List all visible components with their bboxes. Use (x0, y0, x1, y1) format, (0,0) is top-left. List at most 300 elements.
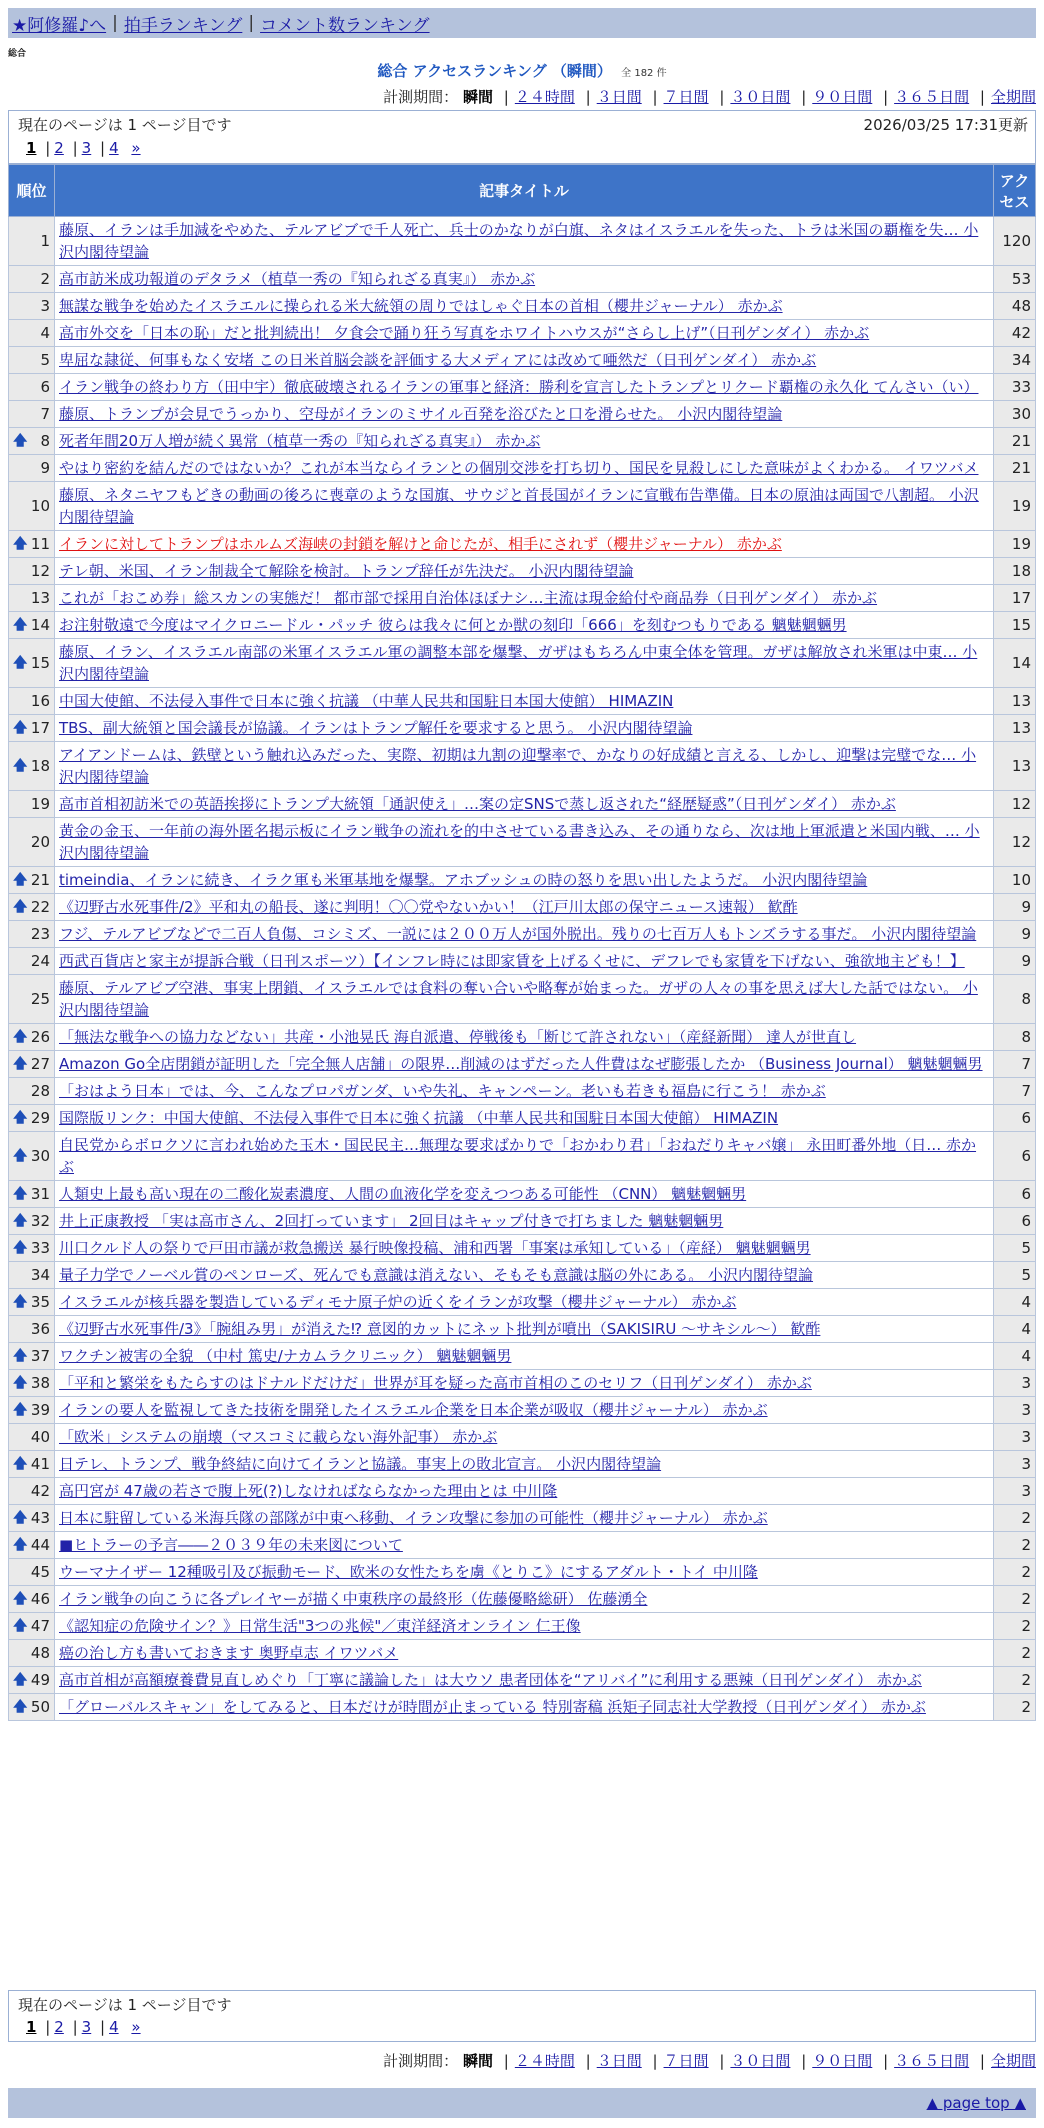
rank-cell (9, 1478, 55, 1505)
nav-separator: | (112, 13, 118, 33)
access-count: 6 (994, 1105, 1036, 1132)
rank-number: 38 (30, 1374, 50, 1392)
title-cell (55, 428, 994, 455)
period-all[interactable]: 全期間 (990, 88, 1036, 106)
article-link[interactable]: イランに対してトランプはホルムズ海峡の封鎖を解けと命じたが、相手にされず（櫻井ジャーナル） 赤かぶ (59, 535, 782, 553)
table-row (9, 217, 1036, 266)
rank-cell (9, 1532, 55, 1559)
article-link[interactable]: timeindia、イランに続き、イラク軍も米軍基地を爆撃。アホブッシュの時の怒りを思い出したようだ。 小沢内閣待望論 (59, 871, 868, 889)
title-cell (55, 639, 994, 688)
access-count: 7 (994, 1078, 1036, 1105)
article-link[interactable]: 井上正康教授 「実は高市さん、2回打っています」 2回目はキャップ付きで打ちました 魑魅魍魎男 (59, 1212, 724, 1230)
table-row (9, 1613, 1036, 1640)
rank-number: 2 (40, 270, 50, 288)
rank-cell (9, 1316, 55, 1343)
title-cell (55, 558, 994, 585)
table-row (9, 558, 1036, 585)
rank-cell (9, 894, 55, 921)
article-link[interactable]: 「おはよう日本」では、今、こんなプロパガンダ、いや失礼、キャンペーン。老いも若きも福島に行こう！ 赤かぶ (59, 1082, 826, 1100)
article-link[interactable]: テレ朝、米国、イラン制裁全て解除を検討。トランプ辞任が先決だ。 小沢内閣待望論 (59, 562, 634, 580)
article-link[interactable]: 卑屈な隷従、何事もなく安堵 この日米首脳会談を評価する大メディアには改めて唖然だ（日刊ゲンダイ） 赤かぶ (59, 351, 817, 369)
table-row (9, 1424, 1036, 1451)
table-row (9, 791, 1036, 818)
period-3d[interactable]: ３日間 (596, 88, 642, 106)
article-link[interactable]: 高円宮が 47歳の若さで腹上死(?)しなければならなかった理由とは 中川隆 (59, 1482, 558, 1500)
title-cell (55, 1505, 994, 1532)
access-count: 6 (994, 1181, 1036, 1208)
article-link[interactable]: イスラエルが核兵器を製造しているディモナ原子炉の近くをイランが攻撃（櫻井ジャーナル） 赤かぶ (59, 1293, 737, 1311)
pager-page-2[interactable]: 2 (54, 2018, 64, 2036)
title-cell (55, 975, 994, 1024)
pager-page-3[interactable]: 3 (81, 2018, 92, 2036)
table-row (9, 1316, 1036, 1343)
rank-cell (9, 1105, 55, 1132)
access-count: 9 (994, 921, 1036, 948)
up-arrow-icon: 🡅 (13, 1402, 28, 1418)
up-arrow-icon: 🡅 (13, 1056, 28, 1072)
rank-number: 48 (30, 1644, 50, 1662)
rank-cell (9, 639, 55, 688)
article-link[interactable]: 人類史上最も高い現在の二酸化炭素濃度、人間の血液化学を変えつつある可能性 （CNN） 魑魅魍魎男 (59, 1185, 747, 1203)
article-link[interactable]: フジ、テルアビブなどで二百人負傷、コシミズ、一説には２００万人が国外脱出。残りの七百万人もトンズラする事だ。 小沢内閣待望論 (59, 925, 977, 943)
rank-number: 3 (40, 297, 50, 315)
rank-number: 50 (30, 1698, 50, 1716)
rank-cell (9, 1262, 55, 1289)
ranking-table (8, 164, 1036, 1721)
rank-cell (9, 293, 55, 320)
article-link[interactable]: イラン戦争の終わり方（田中宇）徹底破壊されるイランの軍事と経済：勝利を宣言したトランプとリクード覇権の永久化 てんさい（い） (59, 378, 979, 396)
rank-number: 21 (30, 871, 50, 889)
bottom-bar (8, 2088, 1036, 2118)
article-link[interactable]: 藤原、イランは手加減をやめた、テルアビブで千人死亡、兵士のかなりが白旗、ネタはイスラエルを失った、トラは米国の覇権を失… 小沢内閣待望論 (59, 221, 979, 261)
period-24h[interactable]: ２４時間 (514, 88, 575, 106)
title-cell (55, 688, 994, 715)
article-link[interactable]: 自民党からボロクソに言われ始めた玉木・国民民主…無理な要求ばかりで「おかわり君」「おねだりキャバ嬢」 永田町番外地（日… 赤かぶ (59, 1136, 977, 1176)
title-cell (55, 401, 994, 428)
article-link[interactable]: TBS、副大統領と国会議長が協議。イランはトランプ解任を要求すると思う。 小沢内閣待望論 (59, 719, 693, 737)
rank-cell (9, 715, 55, 742)
rank-number: 33 (30, 1239, 50, 1257)
table-row (9, 1181, 1036, 1208)
table-row (9, 1024, 1036, 1051)
table-row (9, 1478, 1036, 1505)
article-link[interactable]: 《辺野古水死事件/2》平和丸の船長、遂に判明！〇〇党やないかい！（江戸川太郎の保守ニュース速報） 歓酢 (59, 898, 798, 916)
pager-page-4[interactable]: 4 (109, 2018, 119, 2036)
rank-number: 18 (30, 757, 50, 775)
page-info-top: 現在のページは 1 ページ目です (18, 116, 232, 134)
rank-cell (9, 428, 55, 455)
rank-cell (9, 347, 55, 374)
table-row (9, 455, 1036, 482)
up-arrow-icon: 🡅 (13, 1348, 28, 1364)
access-count: 19 (994, 531, 1036, 558)
rank-number: 9 (40, 459, 50, 477)
rank-cell (9, 818, 55, 867)
pager-next[interactable]: » (131, 2018, 141, 2036)
pager-page-3[interactable]: 3 (81, 139, 92, 157)
table-row (9, 1451, 1036, 1478)
rank-number: 32 (30, 1212, 50, 1230)
rank-cell (9, 948, 55, 975)
up-arrow-icon: 🡅 (13, 1510, 28, 1526)
rank-cell (9, 455, 55, 482)
access-count: 2 (994, 1640, 1036, 1667)
title-cell (55, 1235, 994, 1262)
access-count: 12 (994, 818, 1036, 867)
access-count: 7 (994, 1051, 1036, 1078)
up-arrow-icon: 🡅 (13, 1375, 28, 1391)
table-row (9, 1667, 1036, 1694)
access-count: 6 (994, 1208, 1036, 1235)
rank-cell (9, 1343, 55, 1370)
pager-top: 1 | 2 | 3 | 4 » (26, 139, 141, 157)
table-row (9, 818, 1036, 867)
access-count: 13 (994, 688, 1036, 715)
period-selector-top: 計測期間： 瞬間 | ２４時間 | ３日間 | ７日間 | ３０日間 | ９０日間 | ３６５日間 | 全期間 (383, 88, 1036, 106)
up-arrow-icon: 🡅 (13, 1029, 28, 1045)
rank-number: 13 (30, 589, 50, 607)
rank-cell (9, 867, 55, 894)
pager-current: 1 (26, 2018, 37, 2036)
rank-cell (9, 374, 55, 401)
title-cell (55, 585, 994, 612)
table-row (9, 1078, 1036, 1105)
article-link[interactable]: 高市首相が高額療養費見直しめぐり「丁寧に議論した」は大ウソ 患者団体を“アリバイ”に利用する悪辣（日刊ゲンダイ） 赤かぶ (59, 1671, 922, 1689)
article-link[interactable]: 中国大使館、不法侵入事件で日本に強く抗議 （中華人民共和国駐日本国大使館） HIMAZIN (59, 692, 674, 710)
access-count: 53 (994, 266, 1036, 293)
access-count: 13 (994, 742, 1036, 791)
rank-cell (9, 1451, 55, 1478)
rank-number: 7 (40, 405, 50, 423)
rank-number: 26 (30, 1028, 50, 1046)
period-7d[interactable]: ７日間 (663, 2052, 709, 2070)
title-cell (55, 1532, 994, 1559)
rank-number: 14 (30, 616, 50, 634)
article-link[interactable]: 「無法な戦争への協力などない」共産・小池晃氏 海自派遣、停戦後も「断じて許されない」（産経新聞） 達人が世直し (59, 1028, 857, 1046)
access-count: 9 (994, 894, 1036, 921)
table-row (9, 1559, 1036, 1586)
article-link[interactable]: 死者年間20万人増が続く異常（植草一秀の『知られざる真実』） 赤かぶ (59, 432, 541, 450)
article-link[interactable]: Amazon Go全店閉鎖が証明した「完全無人店舗」の限界…削減のはずだった人件費はなぜ膨張したか （Business Journal） 魑魅魍魎男 (59, 1055, 983, 1073)
rank-number: 44 (30, 1536, 50, 1554)
access-count: 33 (994, 374, 1036, 401)
article-link[interactable]: 藤原、テルアビブ空港、事実上閉鎖、イスラエルでは食料の奪い合いや略奪が始まった。ガザの人々の事を思えば大した話ではない。 小沢内閣待望論 (59, 979, 978, 1019)
up-arrow-icon: 🡅 (13, 1294, 28, 1310)
title-cell (55, 482, 994, 531)
title-cell (55, 1424, 994, 1451)
rank-number: 1 (40, 232, 50, 250)
table-row (9, 347, 1036, 374)
rank-cell (9, 1078, 55, 1105)
rank-cell (9, 1667, 55, 1694)
period-current: 瞬間 (462, 88, 493, 106)
title-cell (55, 347, 994, 374)
rank-number: 4 (40, 324, 50, 342)
access-count: 4 (994, 1343, 1036, 1370)
title-cell (55, 948, 994, 975)
period-7d[interactable]: ７日間 (663, 88, 709, 106)
article-link[interactable]: ワクチン被害の全貌 （中村 篤史/ナカムラクリニック） 魑魅魍魎男 (59, 1347, 512, 1365)
article-link[interactable]: 《認知症の危険サイン？》日常生活"3つの兆候"／東洋経済オンライン 仁王像 (59, 1617, 581, 1635)
title-cell (55, 1051, 994, 1078)
title-cell (55, 455, 994, 482)
page-info-bottom: 現在のページは 1 ページ目です (18, 1996, 232, 2014)
article-link[interactable]: 日本に駐留している米海兵隊の部隊が中東へ移動、イラン攻撃に参加の可能性（櫻井ジャーナル） 赤かぶ (59, 1509, 768, 1527)
article-link[interactable]: これが「おこめ券」総スカンの実態だ！ 都市部で採用自治体ほぼナシ…主流は現金給付や商品券（日刊ゲンダイ） 赤かぶ (59, 589, 878, 607)
rank-number: 35 (30, 1293, 50, 1311)
rank-cell (9, 320, 55, 347)
title-cell (55, 374, 994, 401)
table-row (9, 428, 1036, 455)
article-link[interactable]: 藤原、ネタニヤフもどきの動画の後ろに喪章のような国旗、サウジと首長国がイランに宣戦布告準備。日本の原油は両国で八割超。 小沢内閣待望論 (59, 486, 979, 526)
rank-cell (9, 585, 55, 612)
period-label: 計測期間： (383, 88, 459, 106)
up-arrow-icon: 🡅 (13, 1699, 28, 1715)
rank-cell (9, 482, 55, 531)
up-arrow-icon: 🡅 (13, 1591, 28, 1607)
pager-bottom: 1 | 2 | 3 | 4 » (26, 2018, 141, 2036)
title-cell (55, 217, 994, 266)
period-3d[interactable]: ３日間 (596, 2052, 642, 2070)
rank-cell (9, 401, 55, 428)
title-cell (55, 293, 994, 320)
title-cell (55, 1586, 994, 1613)
access-count: 3 (994, 1424, 1036, 1451)
rank-cell (9, 1505, 55, 1532)
rank-number: 28 (30, 1082, 50, 1100)
access-count: 21 (994, 455, 1036, 482)
article-link[interactable]: 「グローバルスキャン」をしてみると、日本だけが時間が止まっている 特別寄稿 浜矩子同志社大学教授（日刊ゲンダイ） 赤かぶ (59, 1698, 926, 1716)
access-count: 21 (994, 428, 1036, 455)
article-link[interactable]: イランの要人を監視してきた技術を開発したイスラエル企業を日本企業が吸収（櫻井ジャーナル） 赤かぶ (59, 1401, 768, 1419)
table-row (9, 1262, 1036, 1289)
article-link[interactable]: 量子力学でノーベル賞のペンローズ、死んでも意識は消えない、そもそも意識は脳の外にある。 小沢内閣待望論 (59, 1266, 814, 1284)
period-365d[interactable]: ３６５日間 (894, 88, 970, 106)
article-link[interactable]: アイアンドームは、鉄壁という触れ込みだった、実際、初期は九割の迎撃率で、かなりの好成績と言える、しかし、迎撃は完璧でな… 小沢内閣待望論 (59, 746, 977, 786)
access-count: 6 (994, 1132, 1036, 1181)
table-row (9, 266, 1036, 293)
table-row (9, 1505, 1036, 1532)
rank-number: 12 (30, 562, 50, 580)
pager-current: 1 (26, 139, 37, 157)
title-cell (55, 531, 994, 558)
rank-number: 34 (30, 1266, 50, 1284)
article-link[interactable]: イラン戦争の向こうに各プレイヤーが描く中東秩序の最終形（佐藤優略総研） 佐藤湧全 (59, 1590, 648, 1608)
access-count: 4 (994, 1316, 1036, 1343)
access-count: 8 (994, 1024, 1036, 1051)
pager-next[interactable]: » (131, 139, 141, 157)
up-arrow-icon: 🡅 (13, 1110, 28, 1126)
title-cell (55, 1478, 994, 1505)
table-row (9, 639, 1036, 688)
period-30d[interactable]: ３０日間 (730, 88, 791, 106)
rank-number: 43 (30, 1509, 50, 1527)
rank-cell (9, 1424, 55, 1451)
rank-number: 27 (30, 1055, 50, 1073)
page-title (0, 60, 1044, 81)
table-row (9, 1208, 1036, 1235)
article-link[interactable]: 川口クルド人の祭りで戸田市議が救急搬送 暴行映像投稿、浦和西署「事案は承知している」（産経） 魑魅魍魎男 (59, 1239, 811, 1257)
period-30d[interactable]: ３０日間 (730, 2052, 791, 2070)
table-row (9, 894, 1036, 921)
access-count: 120 (994, 217, 1036, 266)
period-label: 計測期間： (383, 2052, 459, 2070)
title-cell (55, 742, 994, 791)
article-link[interactable]: やはり密約を結んだのではないか？これが本当ならイランとの個別交渉を打ち切り、国民を見殺しにした意味がよくわかる。 イワツバメ (59, 459, 979, 477)
rank-number: 36 (30, 1320, 50, 1338)
title-cell (55, 1078, 994, 1105)
access-count: 2 (994, 1559, 1036, 1586)
access-count: 2 (994, 1667, 1036, 1694)
rank-number: 17 (30, 719, 50, 737)
pager-page-4[interactable]: 4 (109, 139, 119, 157)
access-count: 2 (994, 1613, 1036, 1640)
table-row (9, 867, 1036, 894)
title-cell (55, 1262, 994, 1289)
article-link[interactable]: 無謀な戦争を始めたイスラエルに操られる米大統領の周りではしゃぐ日本の首相（櫻井ジャーナル） 赤かぶ (59, 297, 783, 315)
title-cell (55, 1694, 994, 1721)
article-link[interactable]: 「平和と繁栄をもたらすのはドナルドだけだ」世界が耳を疑った高市首相のこのセリフ（日刊ゲンダイ） 赤かぶ (59, 1374, 812, 1392)
table-row (9, 1532, 1036, 1559)
access-count: 15 (994, 612, 1036, 639)
article-link[interactable]: 高市外交を「日本の恥」だと批判続出！ 夕食会で踊り狂う写真をホワイトハウスが“さらし上げ”（日刊ゲンダイ） 赤かぶ (59, 324, 870, 342)
up-arrow-icon: 🡅 (13, 1148, 28, 1164)
article-link[interactable]: 黄金の金玉、一年前の海外匿名掲示板にイラン戦争の流れを的中させている書き込み、その通りなら、次は地上軍派遣と米国内戦、… 小沢内閣待望論 (59, 822, 980, 862)
rank-number: 42 (30, 1482, 50, 1500)
table-row (9, 1370, 1036, 1397)
item-count: 全 182 件 (621, 68, 667, 79)
period-24h[interactable]: ２４時間 (514, 2052, 575, 2070)
period-90d[interactable]: ９０日間 (812, 88, 873, 106)
access-count: 14 (994, 639, 1036, 688)
access-count: 2 (994, 1505, 1036, 1532)
rank-cell (9, 1640, 55, 1667)
home-link[interactable]: ★阿修羅♪へ (12, 15, 107, 36)
rank-number: 47 (30, 1617, 50, 1635)
period-all[interactable]: 全期間 (990, 2052, 1036, 2070)
table-row (9, 585, 1036, 612)
table-row (9, 320, 1036, 347)
rank-cell (9, 1235, 55, 1262)
article-link[interactable]: 《辺野古水死事件/3》「腕組み男」が消えた⁉ 意図的カットにネット批判が噴出（SAKISIRU 〜サキシル〜） 歓酢 (59, 1320, 821, 1338)
table-row (9, 921, 1036, 948)
rank-number: 39 (30, 1401, 50, 1419)
access-count: 34 (994, 347, 1036, 374)
rank-cell (9, 742, 55, 791)
access-count: 5 (994, 1262, 1036, 1289)
article-link[interactable]: 日テレ、トランプ、戦争終結に向けてイランと協議。事実上の敗北宣言。 小沢内閣待望論 (59, 1455, 662, 1473)
rank-number: 37 (30, 1347, 50, 1365)
up-arrow-icon: 🡅 (13, 720, 28, 736)
rank-number: 22 (30, 898, 50, 916)
period-selector-bottom: 計測期間： 瞬間 | ２４時間 | ３日間 | ７日間 | ３０日間 | ９０日間 | ３６５日間 | 全期間 (383, 2052, 1036, 2070)
nav-separator: | (248, 13, 255, 33)
title-cell (55, 1559, 994, 1586)
article-link[interactable]: ■ヒトラーの予言――２０３９年の未来図について (59, 1536, 403, 1554)
article-link[interactable]: 癌の治し方も書いておきます 奥野卓志 イワツバメ (59, 1644, 399, 1662)
page-top-link[interactable]: ▲ page top ▲ (926, 2094, 1026, 2112)
article-link[interactable]: 「欧米」システムの崩壊（マスコミに載らない海外記事） 赤かぶ (59, 1428, 498, 1446)
comment-ranking-link[interactable]: コメント数ランキング (260, 15, 430, 36)
table-row (9, 948, 1036, 975)
table-row (9, 293, 1036, 320)
rank-cell (9, 791, 55, 818)
rank-number: 40 (30, 1428, 50, 1446)
title-cell (55, 1640, 994, 1667)
title-cell (55, 715, 994, 742)
rank-number: 45 (30, 1563, 50, 1581)
article-link[interactable]: 藤原、イラン、イスラエル南部の米軍イスラエル軍の調整本部を爆撃、ガザはもちろん中東全体を管理。ガザは解放され米軍は中東… 小沢内閣待望論 (59, 643, 978, 683)
category-tag: 総合 (8, 49, 27, 59)
table-row (9, 715, 1036, 742)
col-access: アクセス (994, 165, 1036, 217)
article-link[interactable]: 藤原、トランプが会見でうっかり、空母がイランのミサイル百発を浴びたと口を滑らせた。 小沢内閣待望論 (59, 405, 783, 423)
title-cell (55, 1132, 994, 1181)
rank-cell (9, 921, 55, 948)
title-cell (55, 818, 994, 867)
table-row (9, 401, 1036, 428)
up-arrow-icon: 🡅 (13, 1240, 28, 1256)
rank-cell (9, 612, 55, 639)
up-arrow-icon: 🡅 (13, 758, 28, 774)
access-count: 13 (994, 715, 1036, 742)
title-cell (55, 1451, 994, 1478)
rank-number: 29 (30, 1109, 50, 1127)
table-row (9, 1640, 1036, 1667)
rank-cell (9, 1586, 55, 1613)
access-count: 10 (994, 867, 1036, 894)
rank-number: 25 (30, 990, 50, 1008)
pager-page-2[interactable]: 2 (54, 139, 64, 157)
rank-number: 15 (30, 654, 50, 672)
access-count: 18 (994, 558, 1036, 585)
article-link[interactable]: 国際版リンク：中国大使館、不法侵入事件で日本に強く抗議 （中華人民共和国駐日本国大使館） HIMAZIN (59, 1109, 779, 1127)
article-link[interactable]: 高市訪米成功報道のデタラメ（植草一秀の『知られざる真実』） 赤かぶ (59, 270, 536, 288)
period-365d[interactable]: ３６５日間 (894, 2052, 970, 2070)
title-cell (55, 1105, 994, 1132)
access-count: 19 (994, 482, 1036, 531)
article-link[interactable]: お注射敬遠で今度はマイクロニードル・パッチ 彼らは我々に何とか獣の刻印「666」を刻むつもりである 魑魅魍魎男 (59, 616, 847, 634)
rank-number: 10 (30, 497, 50, 515)
title-cell (55, 1208, 994, 1235)
title-cell (55, 1613, 994, 1640)
title-cell (55, 921, 994, 948)
col-title: 記事タイトル (55, 165, 994, 217)
period-90d[interactable]: ９０日間 (812, 2052, 873, 2070)
table-row (9, 742, 1036, 791)
table-row (9, 1235, 1036, 1262)
updated-timestamp: 2026/03/25 17:31更新 (863, 116, 1028, 134)
rank-cell (9, 1694, 55, 1721)
article-link[interactable]: ウーマナイザー 12種吸引及び振動モード、欧米の女性たちを虜《とりこ》にするアダルト・トイ 中川隆 (59, 1563, 758, 1581)
rank-cell (9, 1613, 55, 1640)
up-arrow-icon: 🡅 (13, 1456, 28, 1472)
title-cell (55, 867, 994, 894)
col-rank: 順位 (9, 165, 55, 217)
title-cell (55, 1397, 994, 1424)
title-cell (55, 1316, 994, 1343)
rank-number: 16 (30, 692, 50, 710)
rank-number: 11 (30, 535, 50, 553)
up-arrow-icon: 🡅 (13, 1537, 28, 1553)
rank-cell (9, 688, 55, 715)
access-count: 8 (994, 975, 1036, 1024)
title-cell (55, 1024, 994, 1051)
article-link[interactable]: 西武百貨店と家主が提訴合戦（日刊スポーツ）【インフレ時には即家賃を上げるくせに、デフレでも家賃を下げない、強欲地主ども！】 (59, 952, 965, 970)
table-row (9, 1289, 1036, 1316)
article-link[interactable]: 高市首相初訪米での英語挨拶にトランプ大統領「通訳使え」…案の定SNSで蒸し返された“経歴疑惑”（日刊ゲンダイ） 赤かぶ (59, 795, 896, 813)
applause-ranking-link[interactable]: 拍手ランキング (123, 15, 243, 36)
